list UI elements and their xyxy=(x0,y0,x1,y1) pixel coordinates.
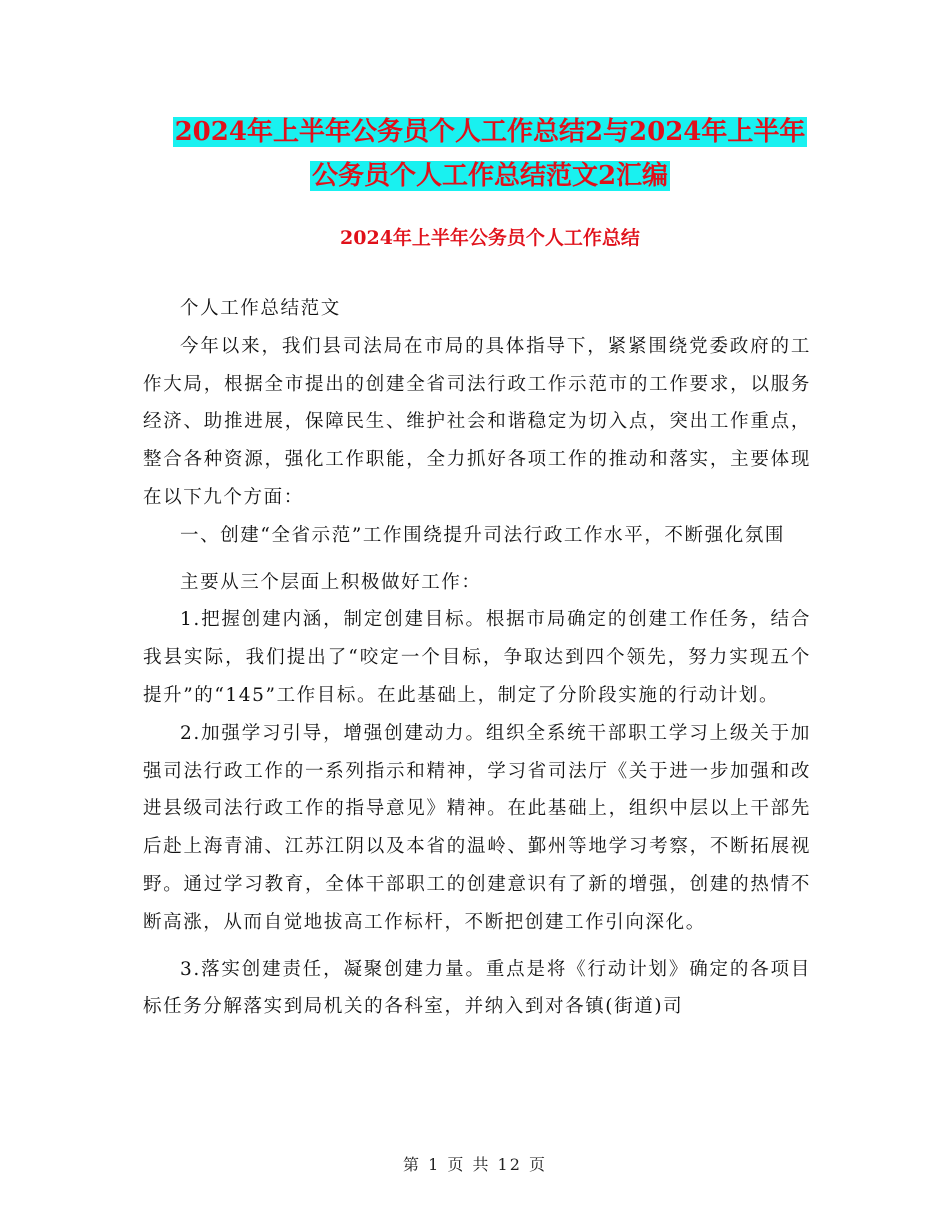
paragraph-item-1: 1.把握创建内涵，制定创建目标。根据市局确定的创建工作任务，结合我县实际，我们提出了“咬定一个目标，争取达到四个领先，努力实现五个提升”的“145”工作目标。在此基础上，制定了分阶段实施的行动计划。 xyxy=(143,609,811,706)
paragraph-item-2: 2.加强学习引导，增强创建动力。组织全系统干部职工学习上级关于加强司法行政工作的一系列指示和精神，学习省司法厅《关于进一步加强和改进县级司法行政工作的指导意见》精神。在此基础上，组织中层以上干部先后赴上海青浦、江苏江阴以及本省的温岭、鄞州等地学习考察，不断拓展视野。通过学习教育，全体干部职工的创建意识有了新的增强，创建的热情不断高涨，从而自觉地拔高工作标杆，不断把创建工作引向深化。 xyxy=(143,722,811,933)
section-title: 2024年上半年公务员个人工作总结 xyxy=(340,227,640,249)
document-body xyxy=(143,290,811,1026)
title-highlight-2: 公务员个人工作总结范文2汇编 xyxy=(311,161,669,191)
title-highlight-1: 2024年上半年公务员个人工作总结2与2024年上半年 xyxy=(174,117,806,147)
paragraph-heading: 个人工作总结范文 xyxy=(180,298,341,319)
paragraph-section-one: 一、创建“全省示范”工作围绕提升司法行政工作水平，不断强化氛围 xyxy=(180,524,786,546)
page-footer: 第 1 页 共 12 页 xyxy=(403,1155,547,1174)
document-title-line-1 xyxy=(140,110,840,154)
document-title-line-2 xyxy=(140,154,840,198)
paragraph-levels: 主要从三个层面上积极做好工作： xyxy=(180,571,482,593)
paragraph-intro: 今年以来，我们县司法局在市局的具体指导下，紧紧围绕党委政府的工作大局，根据全市提出的创建全省司法行政工作示范市的工作要求，以服务经济、助推进展，保障民生、维护社会和谐稳定为切入点，突出工作重点，整合各种资源，强化工作职能，全力抓好各项工作的推动和落实，主要体现在以下九个方面： xyxy=(143,335,811,508)
paragraph-item-3: 3.落实创建责任，凝聚创建力量。重点是将《行动计划》确定的各项目标任务分解落实到局机关的各科室，并纳入到对各镇(街道)司 xyxy=(143,958,811,1018)
